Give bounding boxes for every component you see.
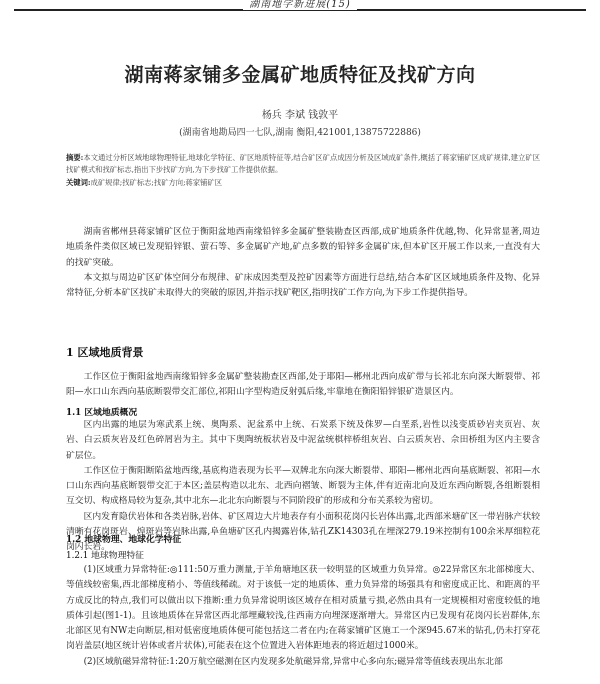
section-1-heading: 1 区域地质背景: [66, 346, 144, 359]
section-1-1-paragraph-3: 区内发育隐伏岩体和各类岩脉,岩体、矿区周边大片地表存有小面积花岗闪长岩体出露,北西部米塘矿区一带岩脉产状较清晰有花岗斑岩、煌斑岩等岩脉出露,阜鱼塘矿区孔内揭露岩体,钻孔ZK14303孔在埋深279.19米控制有100余米厚细粒花岗闪长岩。: [66, 511, 540, 553]
section-1-paragraph: 工作区位于衡阳盆地西南缘铅锌多金属矿整装勘查区西部,处于耶阳—郴州北西向成矿带与长祁北东向深大断裂带、祁阳—水口山东西向基底断裂带交汇部位,祁阳山字型构造反射弧后缘,牢靠地在衡阳铅锌银矿造景区内。: [66, 372, 540, 398]
section-1-2-1-heading: 1.2.1 地球物理特征: [66, 551, 144, 561]
section-1-1-paragraph-2: 工作区位于衡阳断陷盆地西缘,基底构造表现为长平—双牌北东向深大断裂带、耶阳—郴州北西向基底断裂、祁阳—水口山东西向基底断裂带交汇于本区;盖层构造以北东、北西向褶皱、断裂为主体,伴有近南北向及近东西向断裂,各组断裂相互交切、构成格局较为复杂,其中北东—北北东向断裂与不同阶段矿的形成和分布关系较为密切。: [66, 465, 540, 507]
running-head: 湖南地学新进展(15): [0, 0, 600, 10]
intro-paragraph-2: 本文拟与周边矿区矿体空间分布规律、矿床成因类型及控矿因素等方面进行总结,结合本矿区区域地质条件及物、化异常特征,分析本矿区找矿未取得大的突破的原因,并指示找矿靶区,指明找矿工作方向,为下步工作提供指导。: [66, 272, 540, 299]
keywords-text: 成矿规律;找矿标志;找矿方向;蒋家铺矿区: [90, 178, 223, 187]
section-1-intro: [66, 370, 540, 401]
keywords-label: 关键词:: [66, 178, 91, 187]
abstract-label: 摘要:: [66, 153, 84, 162]
section-1-2-heading: 1.2 地球物理、地球化学特征: [66, 535, 182, 545]
paper-title: 湖南蒋家铺多金属矿地质特征及找矿方向: [124, 64, 476, 86]
keywords: [66, 177, 540, 188]
section-1-1-paragraph-1: 区内出露的地层为寒武系上统、奥陶系、泥盆系中上统、石炭系下统及侏罗—白垩系,岩性以浅变质砂岩夹页岩、灰岩、白云质灰岩及红色碎屑岩为主。其中下奥陶统板状岩及中泥盆统棋梓桥组灰岩、白云质灰岩、佘田桥组为区内主要含矿层位。: [66, 420, 540, 461]
section-1-1-heading: 1.1 区域地质概况: [66, 408, 138, 418]
abstract-text: 本文通过分析区域地球物理特征,地球化学特征、矿区地质特征等,结合矿区矿点成因分析及区域成矿条件,概括了蒋家铺矿区成矿规律,建立矿区找矿模式和找矿标志,指出下步找矿方向,为下步找矿工作提供依据。: [66, 153, 540, 174]
authors: 杨兵 李斌 钱敦平: [261, 110, 339, 121]
affiliation: (湖南省地勘局四一七队,湖南 衡阳,421001,13875722886): [179, 128, 421, 138]
section-1-2-1-paragraph-1: (1)区域重力异常特征:◎111:50万重力测量,于羊角塘地区获一较明显的区域重力负异常。◎22异常区东北部梯度大、等值线较密集,西北部梯度稍小、等值线稀疏。对于该低一定的地质体、重力负异常的场强具有和密度成正比、和距离的平方成反比的特点,我们可以做出以下推断:重力负异常说明该区域存在相对质量亏损,必然由具有一定规模相对密度较低的地质体引起(图1-1)。且该地质体在异常区西北部埋藏较浅,往西南方向埋深逐渐增大。异常区内已发现有花岗闪长岩群体,东北部区见有NW走向断层,相对低密度地质体便可能包括这二者在内;在蒋家铺矿区施工一个深945.67米的钻孔,仍未打穿花岗岩盖层(地区统计岩体或者片状体),可能表在这个位置进入岩体距地表的将近超过1000米。: [66, 565, 540, 652]
section-1-2-1-paragraph-2: (2)区域航磁异常特征:1:20万航空磁测在区内发现多处航磁异常,异常中心多向东;磁异常等值线表现出东北部: [83, 656, 503, 667]
intro-paragraph-1: 湖南省郴州县蒋家铺矿区位于衡阳盆地西南缘铅锌多金属矿整装勘查区西部,成矿地质条件优越,物、化异常显著,周边地质条件类似区域已发现铅锌银、萤石等、多金属矿产地,矿点多数的铅锌多金属矿床,但本矿区开展工作以来,一直没有大的找矿突破。: [66, 227, 540, 268]
abstract: [66, 152, 540, 175]
introduction: [66, 225, 540, 301]
section-1-2-1-body: [66, 563, 540, 670]
